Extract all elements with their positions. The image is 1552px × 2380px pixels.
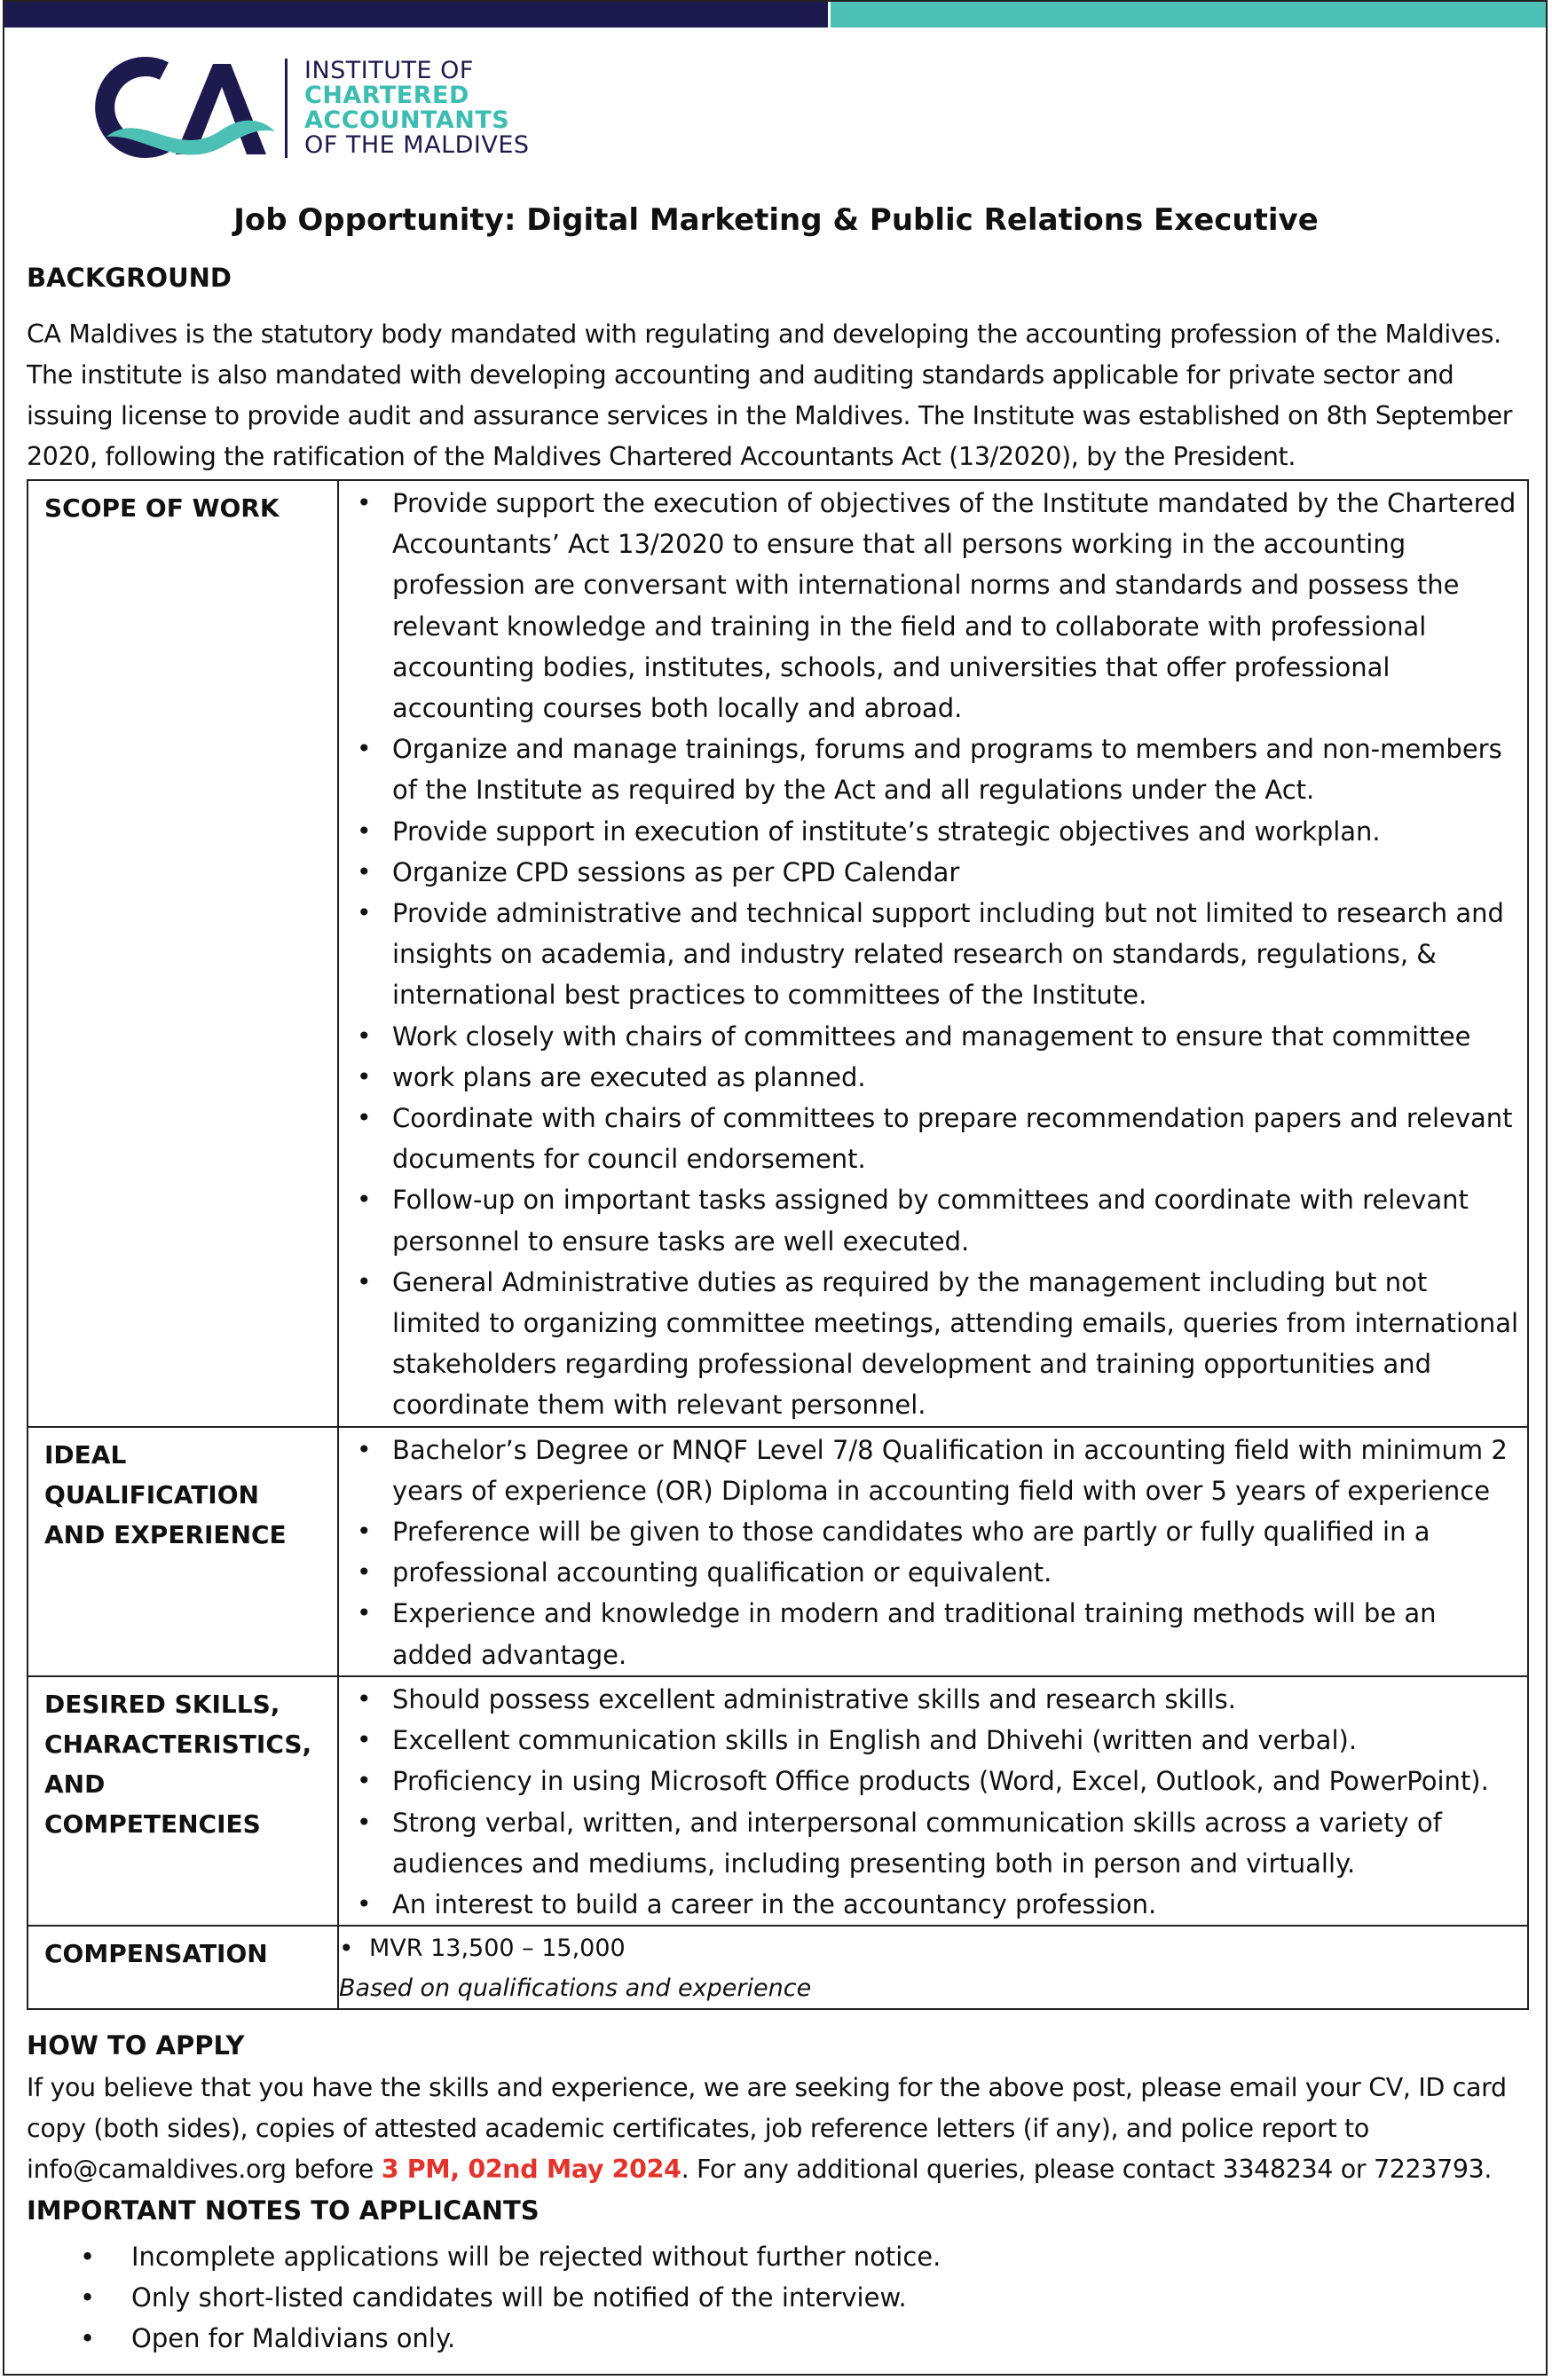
skills-label xyxy=(28,1676,338,1926)
logo-line-4: OF THE MALDIVES xyxy=(304,131,530,159)
compensation-amount-row xyxy=(339,1928,1520,1968)
qualification-label-2: QUALIFICATION xyxy=(44,1479,259,1509)
apply-text-before: If you believe that you have the skills and experience, we are seeking for the above post, please email your CV, ID card copy (both sides), copies of attested academic certificates, job reference letters (if any), and police report to info@camaldives.org before xyxy=(27,2073,1507,2184)
list-item: • Bachelor’s Degree or MNQF Level 7/8 Qualification in accounting field with minimum 2 years of experience (OR) Diploma in accounting field with over 5 years of experience xyxy=(392,1430,1520,1511)
list-item: • Excellent communication skills in English and Dhivehi (written and verbal). xyxy=(392,1720,1520,1761)
page-title: Job Opportunity: Digital Marketing & Public Relations Executive xyxy=(233,202,1319,238)
ca-logo xyxy=(80,55,559,170)
apply-text-after: . For any additional queries, please contact 3348234 or 7223793. xyxy=(681,2155,1493,2184)
top-color-bar xyxy=(4,2,1546,28)
notes-heading: IMPORTANT NOTES TO APPLICANTS xyxy=(27,2195,540,2226)
job-details-table xyxy=(27,479,1529,2010)
top-bar-teal xyxy=(831,2,1546,28)
qualification-label xyxy=(28,1427,338,1676)
scope-list xyxy=(339,483,1520,1426)
apply-deadline: 3 PM, 02nd May 2024 xyxy=(381,2155,681,2184)
list-item: • Provide support the execution of objectives of the Institute mandated by the Chartered Accountants’ Act 13/2020 to ensure that all persons working in the accounting profession are conversant with international norms and standards and possess the relevant knowledge and training in the field and to collaborate with professional accounting bodies, institutes, schools, and universities that offer professional accounting courses both locally and abroad. xyxy=(392,483,1520,729)
compensation-amount: MVR 13,500 – 15,000 xyxy=(369,1935,626,1963)
table-row-qualification xyxy=(28,1427,1528,1676)
compensation-note: Based on qualifications and experience xyxy=(339,1974,812,2003)
logo-wordmark xyxy=(304,59,530,158)
list-item: • work plans are executed as planned. xyxy=(392,1057,1520,1098)
apply-text xyxy=(27,2068,1526,2190)
list-item: • Provide administrative and technical support including but not limited to research and insights on academia, and industry related research on standards, regulations, & international best practices to committees of the Institute. xyxy=(392,893,1520,1016)
list-item: • professional accounting qualification or equivalent. xyxy=(392,1552,1520,1593)
background-heading: BACKGROUND xyxy=(27,263,232,293)
table-row-scope xyxy=(28,480,1528,1427)
list-item: • Coordinate with chairs of committees to prepare recommendation papers and relevant documents for council endorsement. xyxy=(392,1098,1520,1179)
skills-list xyxy=(339,1679,1520,1925)
list-item: • Organize CPD sessions as per CPD Calendar xyxy=(392,852,1520,893)
qualification-list xyxy=(339,1430,1520,1675)
skills-body xyxy=(338,1676,1528,1926)
compensation-content xyxy=(339,1928,1520,2008)
scope-body xyxy=(338,480,1528,1427)
apply-heading: HOW TO APPLY xyxy=(27,2030,245,2061)
skills-label-2: CHARACTERISTICS, xyxy=(44,1729,312,1759)
qualification-body xyxy=(338,1427,1528,1676)
logo-line-3: ACCOUNTANTS xyxy=(304,106,510,134)
list-item: • Organize and manage trainings, forums and programs to members and non-members of the Institute as required by the Act and all regulations under the Act. xyxy=(392,729,1520,810)
bullet-icon: • xyxy=(339,1934,354,1964)
skills-label-4: COMPETENCIES xyxy=(44,1809,261,1839)
list-item: • Provide support in execution of institute’s strategic objectives and workplan. xyxy=(392,811,1520,852)
list-item: • Incomplete applications will be rejected without further notice. xyxy=(131,2236,941,2277)
list-item: • Strong verbal, written, and interpersonal communication skills across a variety of audiences and mediums, including presenting both in person and virtually. xyxy=(392,1802,1520,1884)
scope-label: SCOPE OF WORK xyxy=(28,480,338,1427)
list-item: • Work closely with chairs of committees and management to ensure that committee xyxy=(392,1016,1520,1057)
skills-label-3: AND xyxy=(44,1769,106,1799)
list-item: • Experience and knowledge in modern and traditional training methods will be an added advantage. xyxy=(392,1593,1520,1675)
qualification-label-3: AND EXPERIENCE xyxy=(44,1519,287,1549)
compensation-label: COMPENSATION xyxy=(28,1926,338,2009)
table-row-compensation xyxy=(28,1926,1528,2009)
list-item: • Proficiency in using Microsoft Office products (Word, Excel, Outlook, and PowerPoint). xyxy=(392,1761,1520,1801)
list-item: • Preference will be given to those candidates who are partly or fully qualified in a xyxy=(392,1511,1520,1552)
list-item: • Follow-up on important tasks assigned by committees and coordinate with relevant personnel to ensure tasks are well executed. xyxy=(392,1179,1520,1261)
qualification-label-1: IDEAL xyxy=(44,1439,127,1470)
list-item: • Only short-listed candidates will be notified of the interview. xyxy=(131,2277,941,2318)
list-item: • General Administrative duties as required by the management including but not limited to organizing committee meetings, attending emails, queries from international stakeholders regarding professional development and training opportunities and coordinate them with relevant personnel. xyxy=(392,1262,1520,1426)
notes-list xyxy=(53,2236,941,2359)
skills-label-1: DESIRED SKILLS, xyxy=(44,1689,280,1719)
logo-line-2: CHARTERED xyxy=(304,82,469,109)
list-item: • Should possess excellent administrative skills and research skills. xyxy=(392,1679,1520,1720)
ca-logo-mark xyxy=(80,55,280,162)
compensation-body xyxy=(338,1926,1528,2009)
logo-divider xyxy=(285,59,288,158)
logo-line-1: INSTITUTE OF xyxy=(304,57,474,84)
top-bar-navy xyxy=(4,2,828,28)
table-row-skills xyxy=(28,1676,1528,1926)
list-item: • Open for Maldivians only. xyxy=(131,2318,941,2359)
background-text: CA Maldives is the statutory body mandated with regulating and developing the accounting profession of the Maldives. The institute is also mandated with developing accounting and auditing standards applicable for private sector and issuing license to provide audit and assurance services in the Maldives. The Institute was established on 8th September 2020, following the ratification of the Maldives Chartered Accountants Act (13/2020), by the President. xyxy=(27,319,1513,471)
list-item: • An interest to build a career in the accountancy profession. xyxy=(392,1884,1520,1925)
